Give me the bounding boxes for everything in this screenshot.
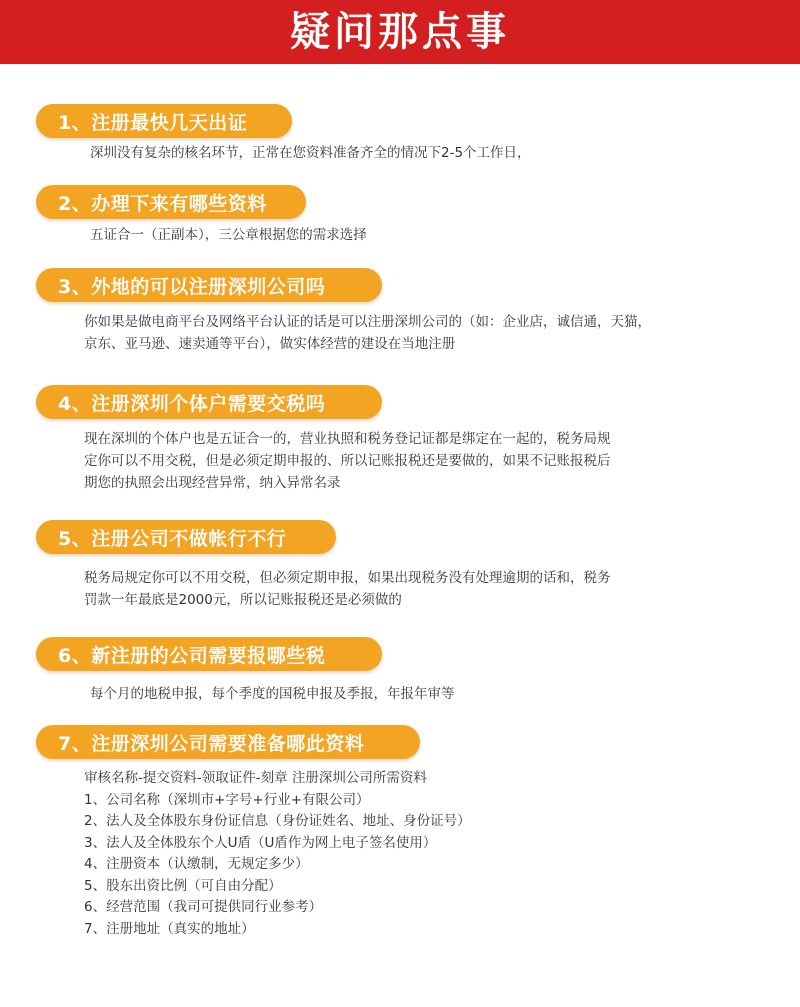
section-5-line: 税务局规定你可以不用交税，但必须定期申报，如果出现税务没有处理逾期的话和，税务 bbox=[84, 570, 611, 586]
section-1-body bbox=[90, 142, 788, 164]
list-item: 5、股东出资比例（可自由分配） bbox=[84, 877, 282, 894]
section-3-title-pill bbox=[36, 268, 382, 302]
section-5-title-pill bbox=[36, 520, 336, 554]
page-title: 疑问那点事 bbox=[290, 9, 510, 55]
list-item: 6、经营范围（我司可提供同行业参考） bbox=[84, 899, 323, 915]
section-4-line: 现在深圳的个体户也是五证合一的，营业执照和税务登记证都是绑定在一起的，税务局规 bbox=[84, 431, 611, 447]
section-3-line: 京东、亚马逊、速卖通等平台），做实体经营的建设在当地注册 bbox=[84, 336, 456, 352]
section-5-title: 5、注册公司不做帐行不行 bbox=[58, 527, 287, 550]
section-4-title-pill bbox=[36, 385, 382, 419]
list-item: 2、法人及全体股东身份证信息（身份证姓名、地址、身份证号） bbox=[84, 813, 471, 829]
section-2-body bbox=[90, 224, 788, 246]
section-5-body bbox=[84, 567, 788, 611]
section-7-intro: 审核名称-提交资料-领取证件-刻章 注册深圳公司所需资料 bbox=[84, 770, 427, 786]
section-6-title-pill bbox=[36, 637, 382, 671]
section-2-title: 2、办理下来有哪些资料 bbox=[58, 192, 267, 215]
section-5-line: 罚款一年最底是2000元，所以记账报税还是必须做的 bbox=[84, 592, 402, 608]
section-1-line: 深圳没有复杂的核名环节，正常在您资料准备齐全的情况下2-5个工作日， bbox=[90, 145, 531, 161]
section-7-title: 7、注册深圳公司需要准备哪此资料 bbox=[58, 732, 365, 755]
section-3-title: 3、外地的可以注册深圳公司吗 bbox=[58, 275, 326, 298]
list-item: 4、注册资本（认缴制，无规定多少） bbox=[84, 856, 309, 872]
section-1-title: 1、注册最快几天出证 bbox=[58, 111, 248, 134]
section-1-title-pill bbox=[36, 104, 292, 138]
section-3-line: 你如果是做电商平台及网络平台认证的话是可以注册深圳公司的（如：企业店，诚信通，天猫， bbox=[84, 314, 651, 330]
section-6-title: 6、新注册的公司需要报哪些税 bbox=[58, 644, 326, 667]
section-4-title: 4、注册深圳个体户需要交税吗 bbox=[58, 392, 326, 415]
section-7-body bbox=[84, 768, 471, 940]
list-item: 1、公司名称（深圳市+字号+行业+有限公司） bbox=[84, 791, 370, 808]
section-2-line: 五证合一（正副本），三公章根据您的需求选择 bbox=[90, 227, 367, 243]
section-4-body bbox=[84, 428, 788, 494]
section-4-line: 定你可以不用交税，但是必须定期申报的、所以记账报税还是要做的，如果不记账报税后 bbox=[84, 453, 611, 469]
header-banner bbox=[0, 0, 800, 64]
section-6-body bbox=[90, 683, 788, 705]
section-3-body bbox=[84, 311, 788, 355]
section-7-title-pill bbox=[36, 725, 420, 759]
list-item: 3、法人及全体股东个人U盾（U盾作为网上电子签名使用） bbox=[84, 834, 437, 851]
section-4-line: 期您的执照会出现经营异常，纳入异常名录 bbox=[84, 475, 341, 491]
section-6-line: 每个月的地税申报，每个季度的国税申报及季报，年报年审等 bbox=[90, 686, 455, 702]
section-2-title-pill bbox=[36, 185, 306, 219]
list-item: 7、注册地址（真实的地址） bbox=[84, 920, 255, 937]
